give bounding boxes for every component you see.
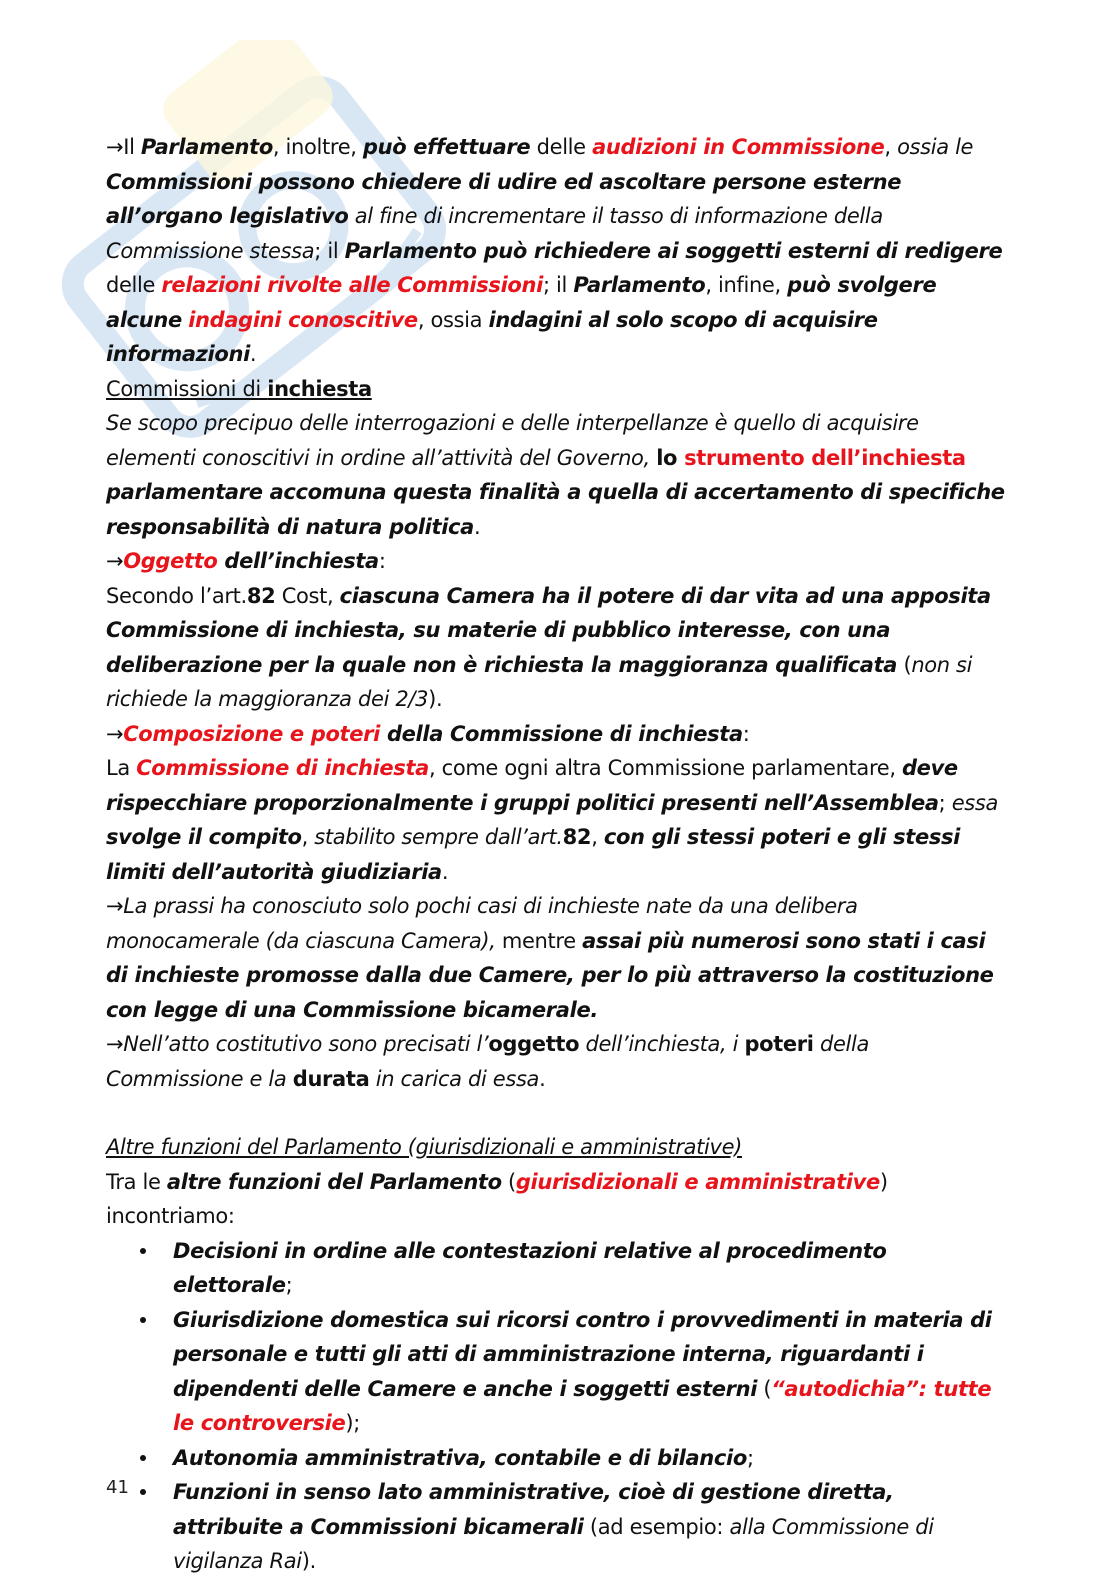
paragraph-spacer [106, 1096, 1006, 1130]
section-heading-altre-funzioni: Altre funzioni del Parlamento (giurisdizionali e amministrative) [106, 1135, 742, 1159]
list-item: Autonomia amministrativa, contabile e di bilancio; [106, 1441, 1006, 1476]
bullet-icon [140, 1317, 146, 1323]
arrow-icon: → [106, 135, 124, 159]
arrow-icon: → [106, 894, 124, 918]
paragraph-prassi: →La prassi ha conosciuto solo pochi casi di inchieste nate da una delibera monocamerale (da ciascuna Camera), mentre assai più numerosi sono stati i casi di inchieste promosse dalla due Camere, per lo più attraverso la costituzione con legge di una Commissione bicamerale. [106, 894, 994, 1022]
section-heading-commissioni-inchiesta: Commissioni di inchiesta [106, 376, 372, 401]
paragraph-composizione: La Commissione di inchiesta, come ogni altra Commissione parlamentare, deve rispecchiare proporzionalmente i gruppi politici presenti nell’Assemblea; essa svolge il compito, stabilito sempre dall’art.82, con gli stessi poteri e gli stessi limiti dell’autorità giudiziaria. [106, 756, 998, 884]
paragraph-art-82: Secondo l’art.82 Cost, ciascuna Camera ha il potere di dar vita ad una apposita Commissione di inchiesta, su materie di pubblico interesse, con una deliberazione per la quale non è richiesta la maggioranza qualificata (non si richiede la maggioranza dei 2/3). [106, 583, 991, 711]
page-number: 41 [106, 1477, 129, 1498]
paragraph-altre-funzioni-intro: Tra le altre funzioni del Parlamento (giurisdizionali e amministrative) incontriamo: [106, 1169, 888, 1228]
list-item: Giurisdizione domestica sui ricorsi contro i provvedimenti in materia di personale e tutti gli atti di amministrazione interna, riguardanti i dipendenti delle Camere e anche i soggetti esterni (“autodichia”: tutte le controversie); [106, 1303, 1006, 1441]
document-body [106, 130, 1006, 1579]
bullet-icon [140, 1489, 146, 1495]
subheading-oggetto: →Oggetto dell’inchiesta: [106, 549, 386, 573]
functions-list [106, 1234, 1006, 1579]
arrow-icon: → [106, 1032, 124, 1056]
bullet-icon [140, 1455, 146, 1461]
list-item: Decisioni in ordine alle contestazioni relative al procedimento elettorale; [106, 1234, 1006, 1303]
list-item: Funzioni in senso lato amministrative, cioè di gestione diretta, attribuite a Commissioni bicamerali (ad esempio: alla Commissione di vigilanza Rai). [106, 1475, 1006, 1579]
bullet-icon [140, 1248, 146, 1254]
subheading-composizione: →Composizione e poteri della Commissione di inchiesta: [106, 721, 750, 746]
arrow-icon: → [106, 549, 124, 573]
paragraph-inchiesta-intro: Se scopo precipuo delle interrogazioni e delle interpellanze è quello di acquisire elementi conoscitivi in ordine all’attività del Governo, lo strumento dell’inchiesta parlamentare accomuna questa finalità a quella di accertamento di specifiche responsabilità di natura politica. [106, 411, 1005, 539]
arrow-icon: → [106, 721, 124, 746]
paragraph-audizioni: →Il Parlamento, inoltre, può effettuare delle audizioni in Commissione, ossia le Commissioni possono chiedere di udire ed ascoltare persone esterne all’organo legislativo al fine di incrementare il tasso di informazione della Commissione stessa; il Parlamento può richiedere ai soggetti esterni di redigere delle relazioni rivolte alle Commissioni; il Parlamento, infine, può svolgere alcune indagini conoscitive, ossia indagini al solo scopo di acquisire informazioni. [106, 135, 1003, 366]
paragraph-atto-costitutivo: →Nell’atto costitutivo sono precisati l’oggetto dell’inchiesta, i poteri della Commissione e la durata in carica di essa. [106, 1032, 870, 1091]
